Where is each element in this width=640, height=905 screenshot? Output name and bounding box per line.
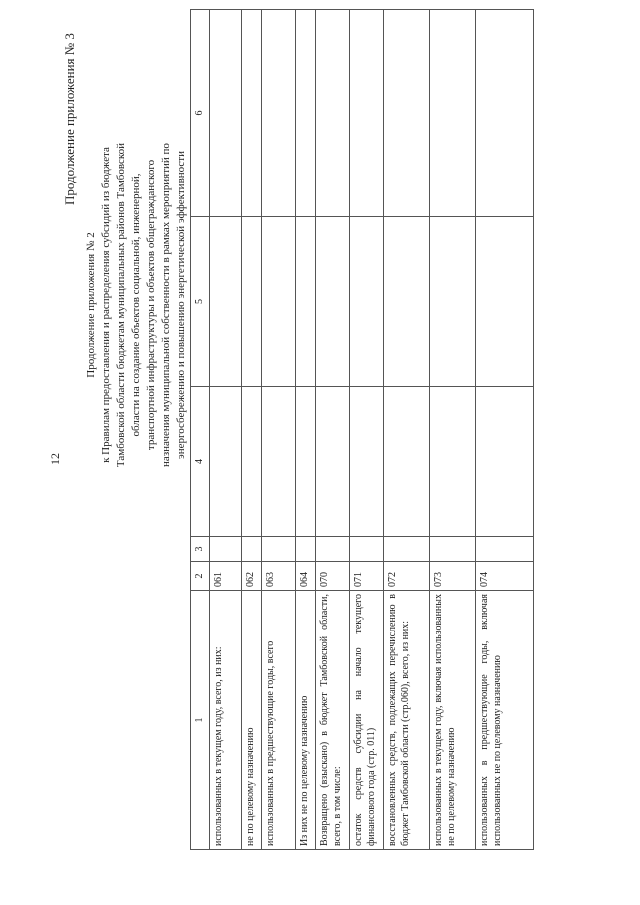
cell <box>296 387 316 537</box>
row-label: использованных в текущем году, включая использованных не по целевому назначению <box>430 591 476 850</box>
cell <box>262 10 296 217</box>
column-header-2: 2 <box>191 562 210 591</box>
report-table <box>190 9 534 850</box>
row-code: 063 <box>262 562 296 591</box>
cell <box>350 10 384 217</box>
row-label: остаток средств субсидии на начало текущего финансового года (стр. 011) <box>350 591 384 850</box>
row-code: 064 <box>296 562 316 591</box>
continuation-appendix-3: Продолжение приложения № 3 <box>62 33 77 205</box>
cell <box>350 387 384 537</box>
cell <box>430 217 476 387</box>
table-row <box>296 10 316 850</box>
heading-line-4: области на создание объектов социальной, инженерной, <box>130 173 142 437</box>
cell <box>210 537 242 562</box>
column-header-6: 6 <box>191 10 210 217</box>
row-code: 074 <box>476 562 534 591</box>
cell <box>476 537 534 562</box>
table-row <box>476 10 534 850</box>
table-row <box>242 10 262 850</box>
row-code: 061 <box>210 562 242 591</box>
row-label: Из них не по целевому назначению <box>296 591 316 850</box>
cell <box>384 217 430 387</box>
heading-line-3: Тамбовской области бюджетам муниципальных районов Тамбовской <box>115 142 127 468</box>
cell <box>476 10 534 217</box>
heading-line-7: энергосбережению и повышению энергетической эффективности <box>175 151 187 459</box>
cell <box>430 10 476 217</box>
cell <box>350 217 384 387</box>
heading-line-6: назначения муниципальной собственности в рамках мероприятий по <box>160 143 172 467</box>
cell <box>350 537 384 562</box>
table-row <box>384 10 430 850</box>
appendix-heading <box>84 25 189 585</box>
cell <box>316 537 350 562</box>
cell <box>210 10 242 217</box>
row-label: Возвращено (взыскано) в бюджет Тамбовской области, всего, в том числе: <box>316 591 350 850</box>
cell <box>242 387 262 537</box>
cell <box>430 537 476 562</box>
table-row <box>210 10 242 850</box>
cell <box>384 537 430 562</box>
row-label: использованных в текущем году, всего, из них: <box>210 591 242 850</box>
cell <box>242 537 262 562</box>
heading-line-1: Продолжение приложения № 2 <box>85 232 97 378</box>
cell <box>316 387 350 537</box>
cell <box>262 387 296 537</box>
row-code: 071 <box>350 562 384 591</box>
row-code: 072 <box>384 562 430 591</box>
cell <box>316 10 350 217</box>
column-header-1: 1 <box>191 591 210 850</box>
table-header-row <box>191 10 210 850</box>
cell <box>384 387 430 537</box>
cell <box>242 217 262 387</box>
table-row <box>350 10 384 850</box>
page-number: 12 <box>48 453 62 465</box>
table-row <box>430 10 476 850</box>
cell <box>384 10 430 217</box>
table-row <box>262 10 296 850</box>
row-label: использованных в предшествующие годы, всего <box>262 591 296 850</box>
cell <box>316 217 350 387</box>
cell <box>476 387 534 537</box>
column-header-3: 3 <box>191 537 210 562</box>
row-label: использованных в предшествующие годы, включая использованных не по целевому назначению <box>476 591 534 850</box>
heading-line-2: к Правилам предоставления и распределения субсидий из бюджета <box>100 147 112 463</box>
cell <box>430 387 476 537</box>
cell <box>296 217 316 387</box>
cell <box>296 10 316 217</box>
cell <box>476 217 534 387</box>
row-code: 070 <box>316 562 350 591</box>
column-header-5: 5 <box>191 217 210 387</box>
cell <box>262 217 296 387</box>
row-label: восстановленных средств, подлежащих перечислению в бюджет Тамбовской области (стр.060), всего, из них: <box>384 591 430 850</box>
column-header-4: 4 <box>191 387 210 537</box>
cell <box>262 537 296 562</box>
cell <box>210 217 242 387</box>
row-code: 073 <box>430 562 476 591</box>
row-label: не по целевому назначению <box>242 591 262 850</box>
table-row <box>316 10 350 850</box>
cell <box>296 537 316 562</box>
cell <box>210 387 242 537</box>
heading-line-5: транспортной инфраструктуры и объектов общегражданского <box>145 159 157 451</box>
cell <box>242 10 262 217</box>
row-code: 062 <box>242 562 262 591</box>
